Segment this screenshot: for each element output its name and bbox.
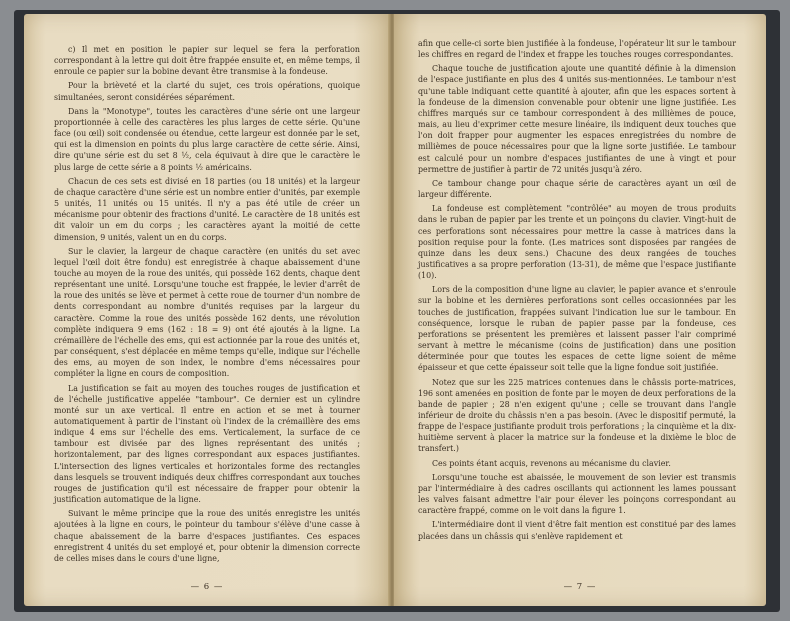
right-page-text	[418, 38, 736, 542]
page-number: — 6 —	[190, 582, 224, 592]
paragraph: Notez que sur les 225 matrices contenues dans le châssis porte-matrices, 196 sont amenées en position de fonte par le moyen de deux perforations de la bande de papier ; 28 n'en exigent qu'une ; celle se trouvant dans l'angle inférieur de droite du châssis n'en a pas besoin. (Avec le dispositif permuté, la frappe de l'espace justifiante produit trois perforations ; la cinquième et la dix-huitième servent à placer la matrice sur la fondeuse et la dixième le bloc de transfert.)	[418, 377, 736, 454]
paragraph: L'intermédiaire dont il vient d'être fait mention est constitué par des lames placées dans un châssis qui s'enlève rapidement et	[418, 520, 736, 541]
paragraph: Suivant le même principe que la roue des unités enregistre les unités ajoutées à la ligne en cours, le pointeur du tambour s'élève d'une casse à chaque abaissement de la barre d'espaces justifiantes. Ces espaces enregistrent 4 unités du set employé et, pour obtenir la dimension correcte de celles mises dans le cours d'une ligne,	[54, 509, 360, 563]
paragraph: Lors de la composition d'une ligne au clavier, le papier avance et s'enroule sur la bobine et les dernières perforations sont celles occasionnées par les touches de justification, frappées suivant l'indication lue sur le tambour. En conséquence, lorsque le ruban de papier passe par la fondeuse, ces perforations se présentent les premières et laissent passer l'air comprimé servant à mettre le mécanisme (coins de justification) dans une position déterminée pour que toutes les espaces de cette ligne soient de même épaisseur et que cette épaisseur soit telle que la ligne fondue soit justifiée.	[418, 285, 736, 373]
paragraph: Ces points étant acquis, revenons au mécanisme du clavier.	[432, 458, 671, 468]
paragraph: La justification se fait au moyen des touches rouges de justification et de l'échelle justificative appelée "tambour". Ce dernier est un cylindre monté sur un axe vertical. Il entre en action et se met à tourner automatiquement à partir de l'instant où l'index de la crémaillère des ems indique 4 ems sur l'échelle des ems. Verticalement, la surface de ce tambour est divisée par des lignes représentant des unités ; horizontalement, par des lignes correspondant aux espaces justifiantes. L'intersection des lignes verticales et horizontales forme des rectangles dans lesquels se trouvent indiqués deux chiffres correspondant aux touches rouges de justification qu'il est nécessaire de frapper pour obtenir la justification automatique de la ligne.	[54, 383, 360, 505]
paragraph: La fondeuse est complètement "contrôlée" au moyen de trous produits dans le ruban de papier par les trente et un poinçons du clavier. Vingt-huit de ces perforations sont nécessaires pour mettre la casse à matrices dans la position requise pour la fonte. (Les matrices sont disposées par rangées de quinze dans les deux sens.) Chacune des deux rangées de touches justificatives a sa propre perforation (13-31), de même que l'espace justifiante (10).	[418, 204, 736, 281]
left-page	[24, 14, 390, 606]
paragraph: Ce tambour change pour chaque série de caractères ayant un œil de largeur différente.	[418, 178, 736, 200]
paragraph: Chaque touche de justification ajoute une quantité définie à la dimension de l'espace justifiante en plus des 4 unités sus-mentionnées. Le tambour n'est qu'une table indiquant cette quantité à ajouter, afin que les espaces sortent à la fondeuse de la dimension convenable pour obtenir une ligne justifiée. Les chiffres marqués sur ce tambour correspondent à des millièmes de pouce, mais, au lieu d'exprimer cette mesure linéaire, ils indiquent deux touches que l'on doit frapper pour augmenter les espaces enregistrées du nombre de millièmes de pouce nécessaires pour que la ligne sorte justifiée. Le tambour est calculé pour un nombre d'espaces justifiantes de une à vingt et pour permettre de justifier à partir de 72 unités jusqu'à zéro.	[418, 64, 736, 174]
paragraph: c) Il met en position le papier sur lequel se fera la perforation correspondant à la lettre qui doit être frappée ensuite et, en même temps, il enroule ce papier sur la bobine devant être transmise à la fondeuse.	[54, 45, 360, 77]
right-page	[394, 14, 766, 606]
page-number: — 7 —	[563, 582, 597, 592]
paragraph: Sur le clavier, la largeur de chaque caractère (en unités du set avec lequel l'œil doit être fondu) est enregistrée à chaque abaissement d'une touche au moyen de la roue des unités, qui possède 162 dents, chaque dent représentant une unité. Lorsqu'une touche est frappée, le levier d'arrêt de la roue des unités se lève et permet à cette roue de tourner d'un nombre de dents correspondant au nombre d'unités requises par la largeur du caractère. Comme la roue des unités possède 162 dents, une révolution complète indiquera 9 ems (162 : 18 = 9) ont été ajoutés à la ligne. La crémaillère de l'échelle des ems, qui est actionnée par la roue des unités et, par conséquent, s'est déplacée en même temps qu'elle, indique sur l'échelle des ems, au moyen de son index, le nombre d'ems nécessaires pour compléter la ligne en cours de composition.	[54, 246, 360, 379]
paragraph: Lorsqu'une touche est abaissée, le mouvement de son levier est transmis par l'intermédiaire à des cadres oscillants qui actionnent les lames poussant les valves faisant admettre l'air pour élever les poinçons correspondant au caractère frappé, comme on le voit dans la figure 1.	[418, 472, 736, 516]
paragraph: Dans la "Monotype", toutes les caractères d'une série ont une largeur proportionnée à celle des caractères les plus larges de cette série. Qu'une face (ou œil) soit condensée ou étendue, cette largeur est donnée par le set, qui est la dimension en points du plus large caractère de cette série. Ainsi, dire qu'une série est du set 8 ½, cela équivaut à dire que le caractère le plus large de cette série a 8 points ½ américains.	[54, 106, 360, 172]
paragraph: Pour la brièveté et la clarté du sujet, ces trois opérations, quoique simultanées, seront considérées séparément.	[54, 81, 360, 102]
paragraph: Chacun de ces sets est divisé en 18 parties (ou 18 unités) et la largeur de chaque caractère d'une série est un nombre entier d'unités, par exemple 5 unités, 11 unités ou 15 unités. Il n'y a pas été utile de créer un mécanisme pour obtenir des fractions d'unité. Le caractère de 18 unités est dit valoir un em du corps ; les caractères ayant la moitié de cette dimension, 9 unités, valent un en du corps.	[54, 176, 360, 242]
paragraph: afin que celle-ci sorte bien justifiée à la fondeuse, l'opérateur lit sur le tambour les chiffres en regard de l'index et frappe les touches rouges correspondantes.	[418, 39, 736, 60]
left-page-text	[54, 44, 360, 564]
